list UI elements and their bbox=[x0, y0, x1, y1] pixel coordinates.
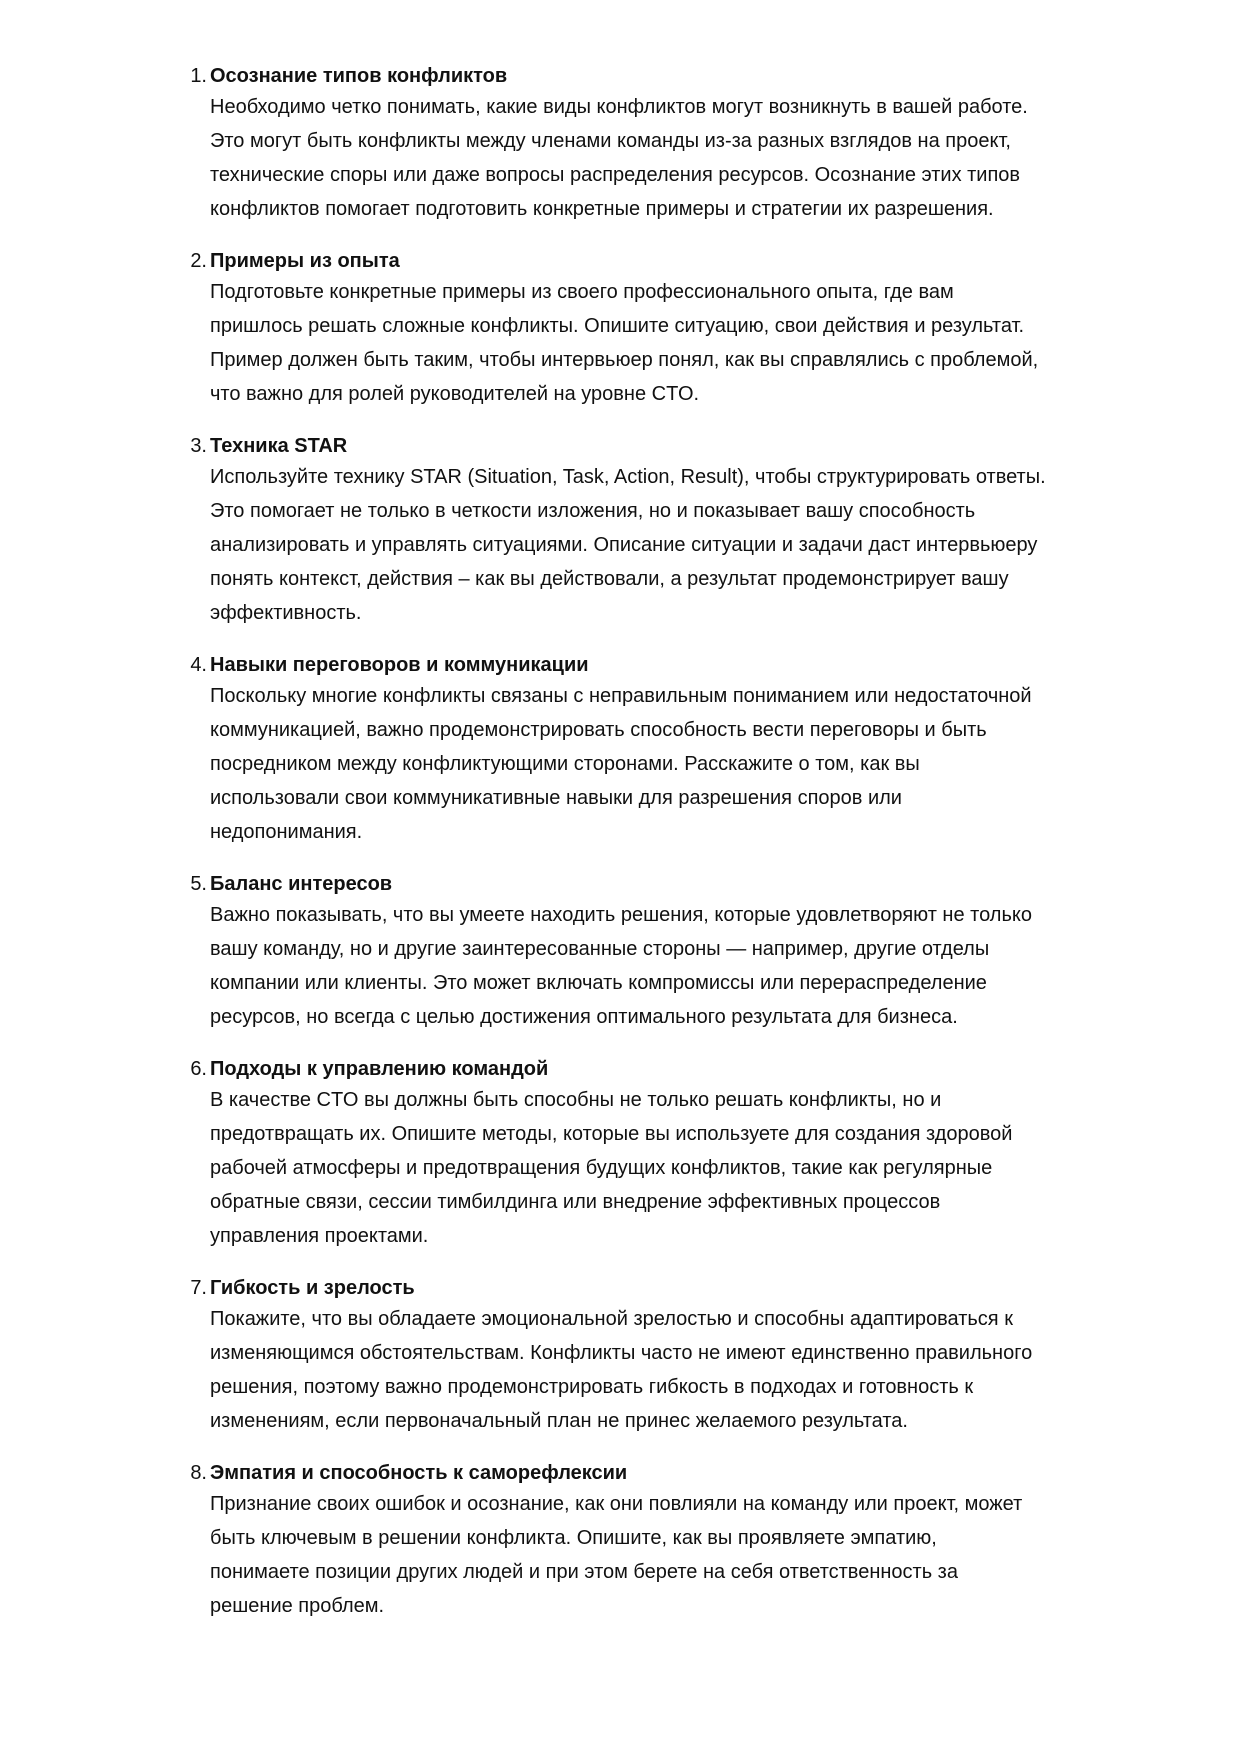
paragraph-line: рабочей атмосферы и предотвращения будущих конфликтов, такие как регулярные bbox=[210, 1157, 993, 1179]
item-paragraph bbox=[210, 1487, 1110, 1623]
item-number: 1. bbox=[190, 65, 207, 87]
item-paragraph bbox=[210, 275, 1110, 411]
paragraph-line: что важно для ролей руководителей на уровне CTO. bbox=[210, 383, 700, 405]
paragraph-line: изменениям, если первоначальный план не принес желаемого результата. bbox=[210, 1410, 908, 1432]
paragraph-line: ресурсов, но всегда с целью достижения оптимального результата для бизнеса. bbox=[210, 1006, 958, 1028]
paragraph-line: недопонимания. bbox=[210, 821, 363, 843]
paragraph-line: Это помогает не только в четкости изложения, но и показывает вашу способность bbox=[210, 500, 976, 522]
paragraph-line: Поскольку многие конфликты связаны с неправильным пониманием или недостаточной bbox=[210, 685, 1032, 707]
item-title: Подходы к управлению командой bbox=[210, 1058, 549, 1080]
list-item bbox=[0, 432, 1239, 630]
paragraph-line: Покажите, что вы обладаете эмоциональной зрелостью и способны адаптироваться к bbox=[210, 1308, 1013, 1330]
paragraph-line: технические споры или даже вопросы распределения ресурсов. Осознание этих типов bbox=[210, 164, 1021, 186]
item-title: Осознание типов конфликтов bbox=[210, 65, 508, 87]
item-title: Навыки переговоров и коммуникации bbox=[210, 654, 589, 676]
item-paragraph bbox=[210, 90, 1110, 226]
paragraph-line: Необходимо четко понимать, какие виды конфликтов могут возникнуть в вашей работе. bbox=[210, 96, 1028, 118]
item-title: Примеры из опыта bbox=[210, 250, 400, 272]
paragraph-line: управления проектами. bbox=[210, 1225, 429, 1247]
item-paragraph bbox=[210, 1083, 1110, 1253]
paragraph-line: В качестве CTO вы должны быть способны не только решать конфликты, но и bbox=[210, 1089, 942, 1111]
list-item bbox=[0, 1274, 1239, 1438]
item-number: 7. bbox=[190, 1277, 207, 1299]
list-item bbox=[0, 870, 1239, 1034]
paragraph-line: пришлось решать сложные конфликты. Опишите ситуацию, свои действия и результат. bbox=[210, 315, 1025, 337]
paragraph-line: эффективность. bbox=[210, 602, 362, 624]
paragraph-line: посредником между конфликтующими сторонами. Расскажите о том, как вы bbox=[210, 753, 920, 775]
list-item bbox=[0, 62, 1239, 226]
item-title: Техника STAR bbox=[210, 435, 348, 457]
list-item bbox=[0, 1459, 1239, 1623]
item-number: 3. bbox=[190, 435, 207, 457]
item-number: 8. bbox=[190, 1462, 207, 1484]
list-item bbox=[0, 1055, 1239, 1253]
item-paragraph bbox=[210, 1302, 1110, 1438]
paragraph-line: Пример должен быть таким, чтобы интервьюер понял, как вы справлялись с проблемой, bbox=[210, 349, 1039, 371]
paragraph-line: Используйте технику STAR (Situation, Task, Action, Result), чтобы структурировать ответы. bbox=[210, 466, 1046, 488]
paragraph-line: изменяющимся обстоятельствам. Конфликты часто не имеют единственно правильного bbox=[210, 1342, 1033, 1364]
paragraph-line: Признание своих ошибок и осознание, как они повлияли на команду или проект, может bbox=[210, 1493, 1023, 1515]
paragraph-line: компании или клиенты. Это может включать компромиссы или перераспределение bbox=[210, 972, 987, 994]
item-title: Гибкость и зрелость bbox=[210, 1277, 415, 1299]
paragraph-line: предотвращать их. Опишите методы, которые вы используете для создания здоровой bbox=[210, 1123, 1013, 1145]
list-item bbox=[0, 651, 1239, 849]
paragraph-line: конфликтов помогает подготовить конкретные примеры и стратегии их разрешения. bbox=[210, 198, 994, 220]
item-paragraph bbox=[210, 679, 1110, 849]
paragraph-line: анализировать и управлять ситуациями. Описание ситуации и задачи даст интервьюеру bbox=[210, 534, 1038, 556]
item-number: 2. bbox=[190, 250, 207, 272]
paragraph-line: быть ключевым в решении конфликта. Опишите, как вы проявляете эмпатию, bbox=[210, 1527, 937, 1549]
item-number: 4. bbox=[190, 654, 207, 676]
paragraph-line: обратные связи, сессии тимбилдинга или внедрение эффективных процессов bbox=[210, 1191, 941, 1213]
paragraph-line: вашу команду, но и другие заинтересованные стороны — например, другие отделы bbox=[210, 938, 990, 960]
paragraph-line: Подготовьте конкретные примеры из своего профессионального опыта, где вам bbox=[210, 281, 954, 303]
paragraph-line: Важно показывать, что вы умеете находить решения, которые удовлетворяют не только bbox=[210, 904, 1032, 926]
list-item bbox=[0, 247, 1239, 411]
paragraph-line: коммуникацией, важно продемонстрировать способность вести переговоры и быть bbox=[210, 719, 987, 741]
paragraph-line: понимаете позиции других людей и при этом берете на себя ответственность за bbox=[210, 1561, 958, 1583]
item-paragraph bbox=[210, 460, 1110, 630]
paragraph-line: Это могут быть конфликты между членами команды из-за разных взглядов на проект, bbox=[210, 130, 1011, 152]
paragraph-line: решение проблем. bbox=[210, 1595, 385, 1617]
item-title: Эмпатия и способность к саморефлексии bbox=[210, 1462, 628, 1484]
item-number: 5. bbox=[190, 873, 207, 895]
item-number: 6. bbox=[190, 1058, 207, 1080]
numbered-list bbox=[0, 62, 1239, 1644]
item-paragraph bbox=[210, 898, 1110, 1034]
paragraph-line: использовали свои коммуникативные навыки для разрешения споров или bbox=[210, 787, 902, 809]
item-title: Баланс интересов bbox=[210, 873, 393, 895]
paragraph-line: решения, поэтому важно продемонстрировать гибкость в подходах и готовность к bbox=[210, 1376, 974, 1398]
paragraph-line: понять контекст, действия – как вы действовали, а результат продемонстрирует вашу bbox=[210, 568, 1009, 590]
